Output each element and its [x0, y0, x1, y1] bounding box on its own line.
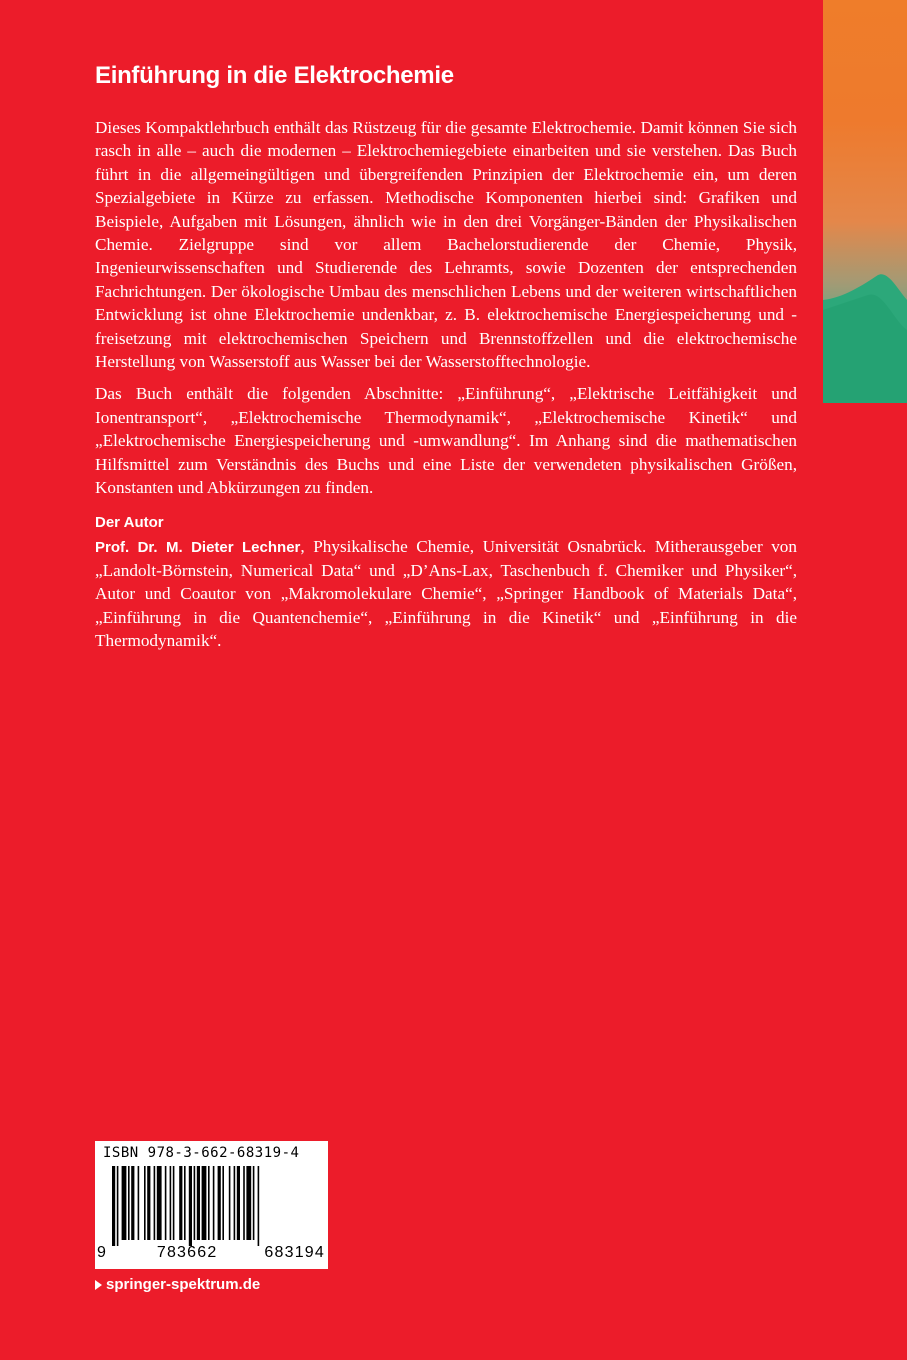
ean-first-digit: 9 — [97, 1244, 106, 1261]
barcode-bar — [258, 1166, 260, 1246]
barcode-bar — [218, 1166, 221, 1240]
barcode-bar — [246, 1166, 251, 1240]
ean-digits — [97, 1244, 325, 1262]
barcode-bar — [165, 1166, 167, 1240]
barcode-bar — [202, 1166, 207, 1240]
author-bio — [95, 535, 797, 653]
barcode-bar — [237, 1166, 240, 1240]
website-label: springer-spektrum.de — [106, 1276, 261, 1293]
barcode-bar — [170, 1166, 172, 1240]
ean-right-group: 683194 — [264, 1244, 325, 1261]
barcode-bar — [179, 1166, 182, 1240]
author-affiliation: , Physikalische Chemie, Universität Osnabrück. — [300, 536, 647, 556]
barcode-bar — [131, 1166, 134, 1240]
barcode-bar — [144, 1166, 146, 1240]
barcode-bar — [147, 1166, 150, 1240]
barcode-bar — [154, 1166, 156, 1240]
barcode-bar — [112, 1166, 115, 1246]
back-cover-content — [95, 62, 797, 662]
barcode-bar — [189, 1166, 192, 1246]
barcode-bar — [173, 1166, 175, 1240]
barcode-bar — [128, 1166, 130, 1240]
barcode-bar — [229, 1166, 231, 1240]
barcode-bar — [157, 1166, 162, 1240]
barcode-bar — [253, 1166, 255, 1240]
ean-left-group: 783662 — [156, 1244, 218, 1261]
isbn-barcode — [95, 1141, 328, 1269]
barcode-bar — [117, 1166, 119, 1246]
barcode-bar — [138, 1166, 140, 1240]
description-paragraph-2: Das Buch enthält die folgenden Abschnitte: „Einführung“, „Elektrische Leitfähigkeit und Ionentransport“, „Elektrochemische Thermodynamik“, „Elektrochemische Kinetik“ und „Elektrochemische Energiespeicherung und -umwandlung“. Im Anhang sind die mathematischen Hilfsmittel zum Verständnis des Buchs und eine Liste der verwendeten physikalischen Größen, Konstanten und Abkürzungen zu finden. — [95, 384, 797, 498]
wave-graphic — [823, 0, 907, 403]
barcode-bar — [243, 1166, 245, 1240]
barcode-bar — [208, 1166, 210, 1240]
book-title: Einführung in die Elektrochemie — [95, 62, 454, 89]
barcode-bars — [112, 1166, 312, 1246]
cover-color-strip — [823, 0, 907, 403]
arrow-icon — [95, 1280, 102, 1290]
author-name: Prof. Dr. M. Dieter Lechner — [95, 538, 301, 556]
barcode-bar — [234, 1166, 236, 1240]
barcode-bar — [194, 1166, 196, 1240]
barcode-bar — [222, 1166, 224, 1240]
barcode-bar — [213, 1166, 215, 1240]
barcode-bar — [122, 1166, 127, 1240]
isbn-label: ISBN 978-3-662-68319-4 — [103, 1145, 300, 1161]
barcode-bar — [197, 1166, 200, 1240]
author-heading: Der Autor — [95, 513, 164, 531]
barcode-bar — [184, 1166, 186, 1240]
description-paragraph-1: Dieses Kompaktlehrbuch enthält das Rüstzeug für die gesamte Elektrochemie. Damit können Sie sich rasch in alle – auch die modernen – Elektrochemiegebiete einarbeiten und sie verstehen. Das Buch führt in die allgemeingültigen und übergreifenden Prinzipien der Elektrochemie ein, um deren Spezialgebiete in Kürze zu erfassen. Methodische Komponenten hierbei sind: Grafiken und Beispiele, Aufgaben mit Lösungen, ähnlich wie in den drei Vorgänger-Bänden der Physikalischen Chemie. Zielgruppe sind vor allem Bachelorstudierende der Chemie, Physik, Ingenieurwissenschaften und Studierende des Lehramts, sowie Dozenten der entsprechenden Fachrichtungen. Der ökologische Umbau des menschlichen Lebens und der weiteren wirtschaftlichen Entwicklung ist ohne Elektrochemie undenkbar, z. B. elektrochemische Energiespeicherung und -freisetzung mit elektrochemischen Speichern und Brennstoffzellen und die elektrochemische Herstellung von Wasserstoff aus Wasser bei der Wasserstofftechnologie. — [95, 118, 797, 372]
author-bio-text: Mitherausgeber von „Landolt-Börnstein, Numerical Data“ und „D’Ans-Lax, Taschenbuch f. Chemiker und Physiker“, Autor und Coautor von „Makromolekulare Chemie“, „Springer Handbook of Materials Data“, „Einführung in die Quantenchemie“, „Einführung in die Kinetik“ und „Einführung in die Thermodynamik“. — [95, 536, 797, 651]
publisher-website[interactable] — [95, 1276, 260, 1293]
